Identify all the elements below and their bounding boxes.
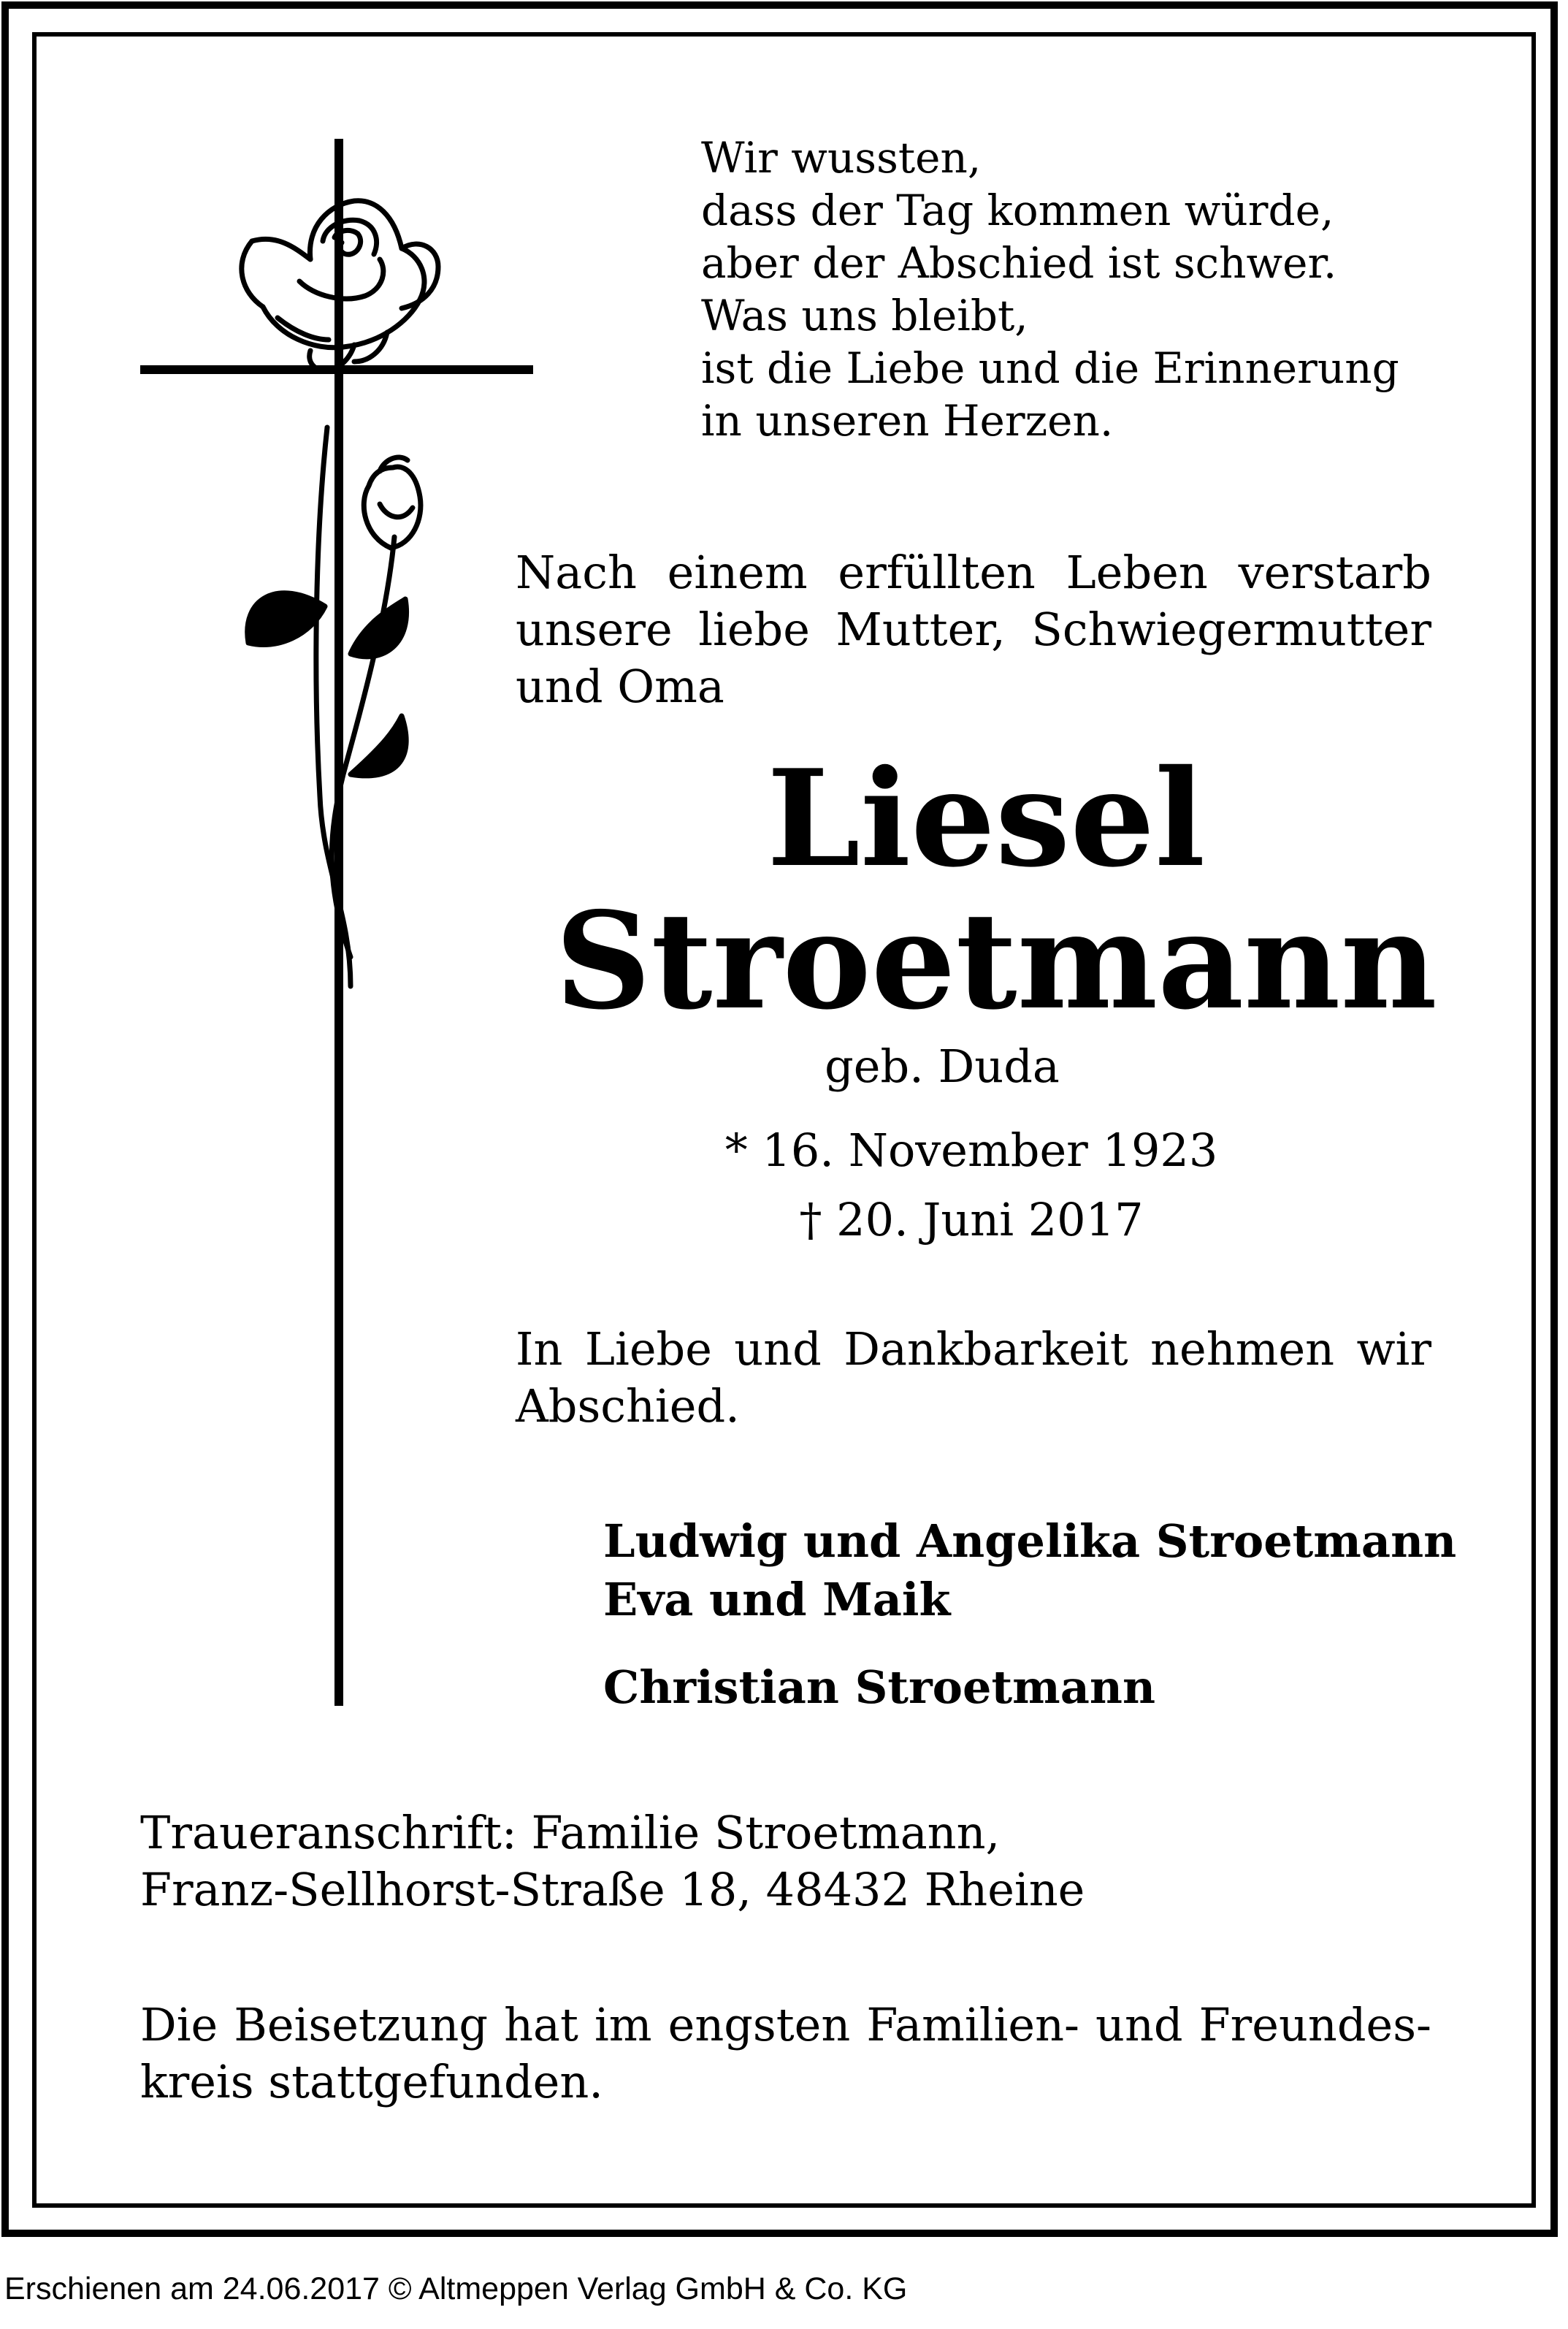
- poem-line: Wir wussten,: [701, 133, 982, 183]
- birth-date: * 16. November 1923: [724, 1124, 1218, 1177]
- poem-line: aber der Abschied ist schwer.: [701, 238, 1337, 288]
- announcement-line: und Oma: [516, 660, 724, 713]
- announcement-line: Nach einem erfüllten Leben verstarb: [516, 546, 1431, 599]
- poem-line: Was uns bleibt,: [701, 291, 1028, 340]
- funeral-note-line: kreis stattgefunden.: [140, 2055, 603, 2108]
- farewell-line: Abschied.: [516, 1379, 740, 1433]
- cross-with-rose-illustration: [131, 139, 540, 1731]
- announcement-line: unsere liebe Mutter, Schwiegermutter: [516, 603, 1431, 656]
- deceased-last-name: Stroetmann: [555, 883, 1437, 1039]
- funeral-note-line: Die Beisetzung hat im engsten Familien- und Freundes-: [140, 1998, 1431, 2051]
- poem-line: in unseren Herzen.: [701, 396, 1114, 446]
- mourner-name: Eva und Maik: [603, 1573, 951, 1626]
- announcement: [516, 544, 1431, 715]
- maiden-name: geb. Duda: [825, 1040, 1060, 1093]
- address-line: Traueranschrift: Familie Stroetmann,: [140, 1806, 1001, 1859]
- funeral-note: [140, 1997, 1431, 2111]
- cross-icon: [140, 139, 533, 1706]
- farewell-line: In Liebe und Dankbarkeit nehmen wir: [516, 1322, 1431, 1376]
- poem-line: ist die Liebe und die Erinnerung: [701, 343, 1399, 393]
- death-date: † 20. Juni 2017: [799, 1193, 1144, 1246]
- mourner-name: Ludwig und Angelika Stroetmann: [603, 1514, 1457, 1568]
- mourning-address: [140, 1804, 1309, 1918]
- mourner-name: Christian Stroetmann: [603, 1661, 1156, 1714]
- publication-footer: Erschienen am 24.06.2017 © Altmeppen Verlag GmbH & Co. KG: [4, 2271, 908, 2306]
- deceased-first-name: Liesel: [767, 740, 1206, 896]
- address-line: Franz-Sellhorst-Straße 18, 48432 Rheine: [140, 1863, 1085, 1916]
- farewell: [516, 1321, 1431, 1435]
- poem-line: dass der Tag kommen würde,: [701, 186, 1334, 235]
